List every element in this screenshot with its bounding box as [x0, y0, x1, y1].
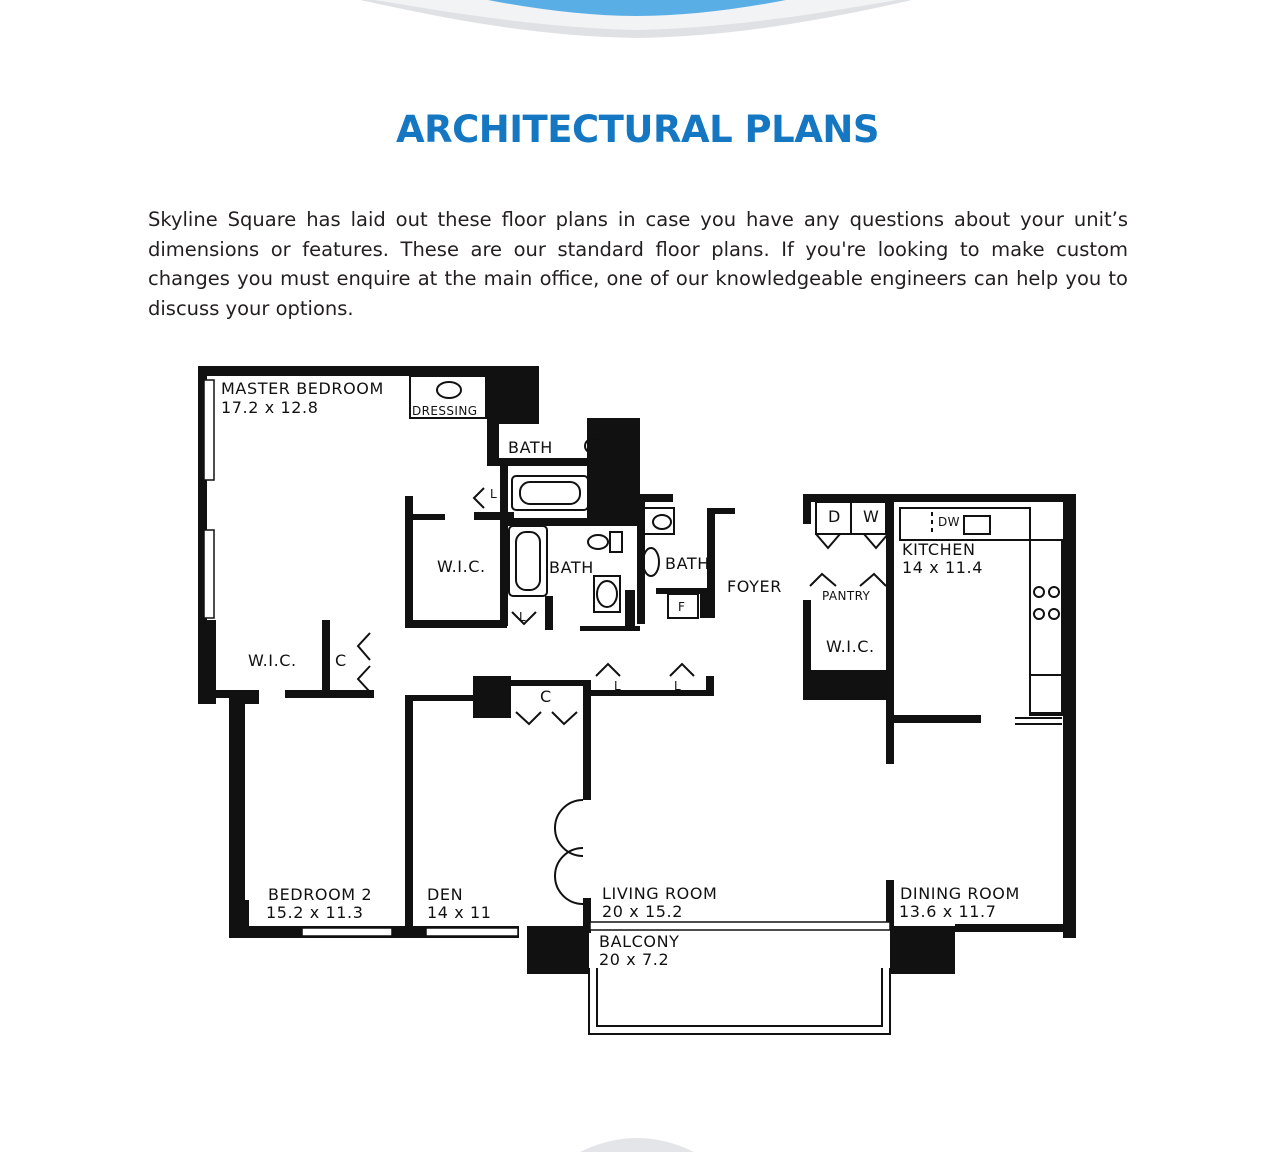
den-size: 14 x 11	[427, 903, 492, 922]
living-room-label: LIVING ROOM	[602, 884, 718, 903]
dining-room-size: 13.6 x 11.7	[899, 902, 997, 921]
bedroom2-label: BEDROOM 2	[268, 885, 373, 904]
master-bedroom-size: 17.2 x 12.8	[221, 398, 319, 417]
balcony-size: 20 x 7.2	[599, 950, 670, 969]
master-bath-label: BATH	[508, 438, 553, 457]
kitchen-size: 14 x 11.4	[902, 558, 984, 577]
bath-linen-label: L	[519, 610, 527, 624]
dishwasher-label: DW	[938, 515, 960, 529]
foyer-label: FOYER	[727, 577, 782, 596]
footer-wave-decoration	[0, 1132, 1275, 1152]
plan-walls	[198, 366, 1076, 974]
pantry-label: PANTRY	[822, 589, 871, 603]
hall-linen-1-label: L	[614, 679, 622, 693]
intro-paragraph: Skyline Square has laid out these floor plans in case you have any questions about your unit’s dimensions or features. These are our standard floor plans. If you're looking to make custom changes you must enquire at the main office, one of our knowledgeable engineers can help you to discuss your options.	[148, 208, 1128, 320]
hall-closet-label: C	[335, 651, 347, 670]
dryer-label: D	[828, 507, 841, 526]
den-label: DEN	[427, 885, 464, 904]
balcony-label: BALCONY	[599, 932, 680, 951]
kitchen-label: KITCHEN	[902, 540, 976, 559]
hall-bath-label: BATH	[549, 558, 594, 577]
dining-room-label: DINING ROOM	[900, 884, 1020, 903]
balcony-outline	[589, 968, 890, 1034]
furnace-label: F	[678, 600, 686, 614]
living-room-size: 20 x 15.2	[602, 902, 684, 921]
den-closet-label: C	[540, 687, 552, 706]
washer-label: W	[863, 507, 880, 526]
master-bedroom-label: MASTER BEDROOM	[221, 379, 384, 398]
small-bath-label: BATH	[665, 554, 710, 573]
page-title: ARCHITECTURAL PLANS	[396, 108, 879, 151]
hall-linen-2-label: L	[674, 679, 682, 693]
dressing-label: DRESSING	[412, 404, 478, 418]
master-linen-label: L	[490, 487, 498, 501]
master-wic-label: W.I.C.	[437, 557, 486, 576]
bedroom2-size: 15.2 x 11.3	[266, 903, 364, 922]
kitchen-wic-label: W.I.C.	[826, 637, 875, 656]
bedroom2-wic-label: W.I.C.	[248, 651, 297, 670]
